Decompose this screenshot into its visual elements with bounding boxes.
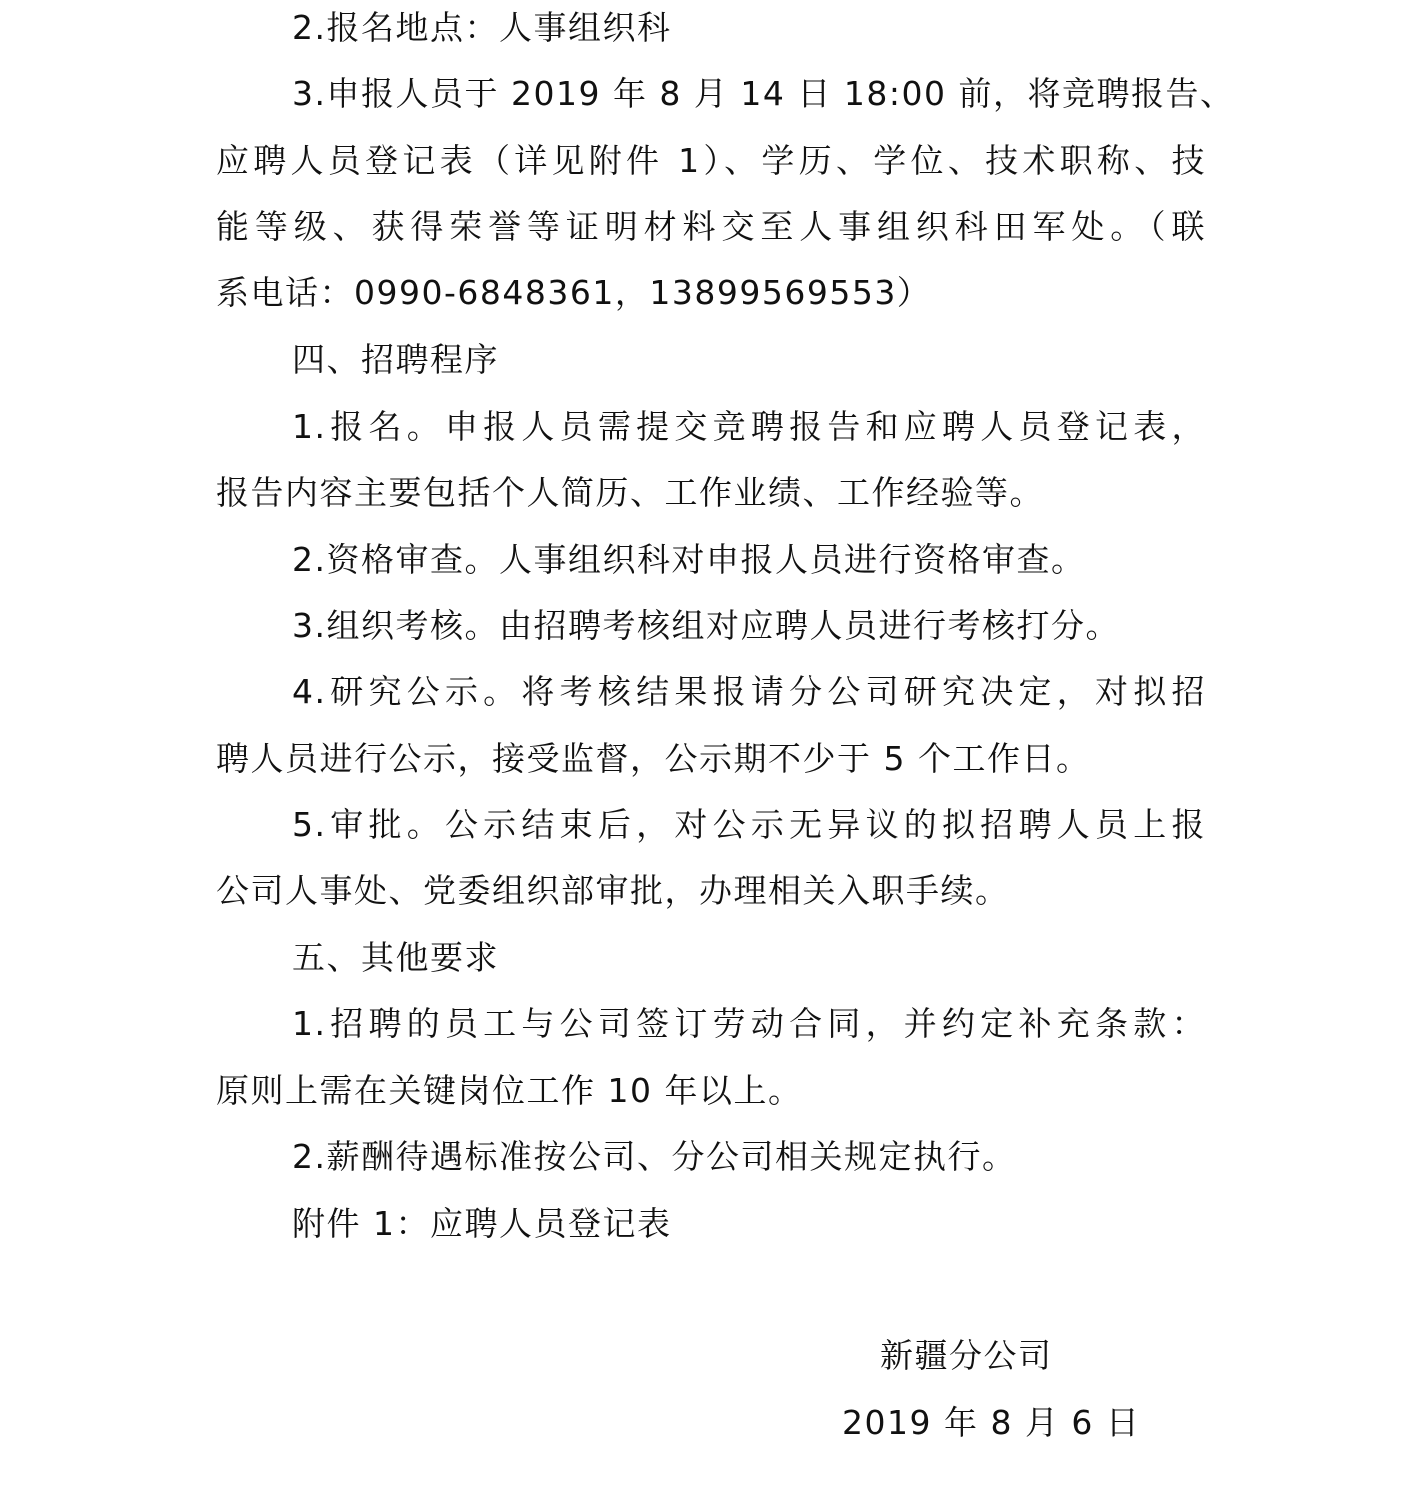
line-step-approval: 5.审批。公示结束后，对公示无异议的拟招聘人员上报	[292, 805, 1206, 844]
signature-date: 2019 年 8 月 6 日	[842, 1403, 1141, 1442]
line-step-registration: 1.报名。申报人员需提交竞聘报告和应聘人员登记表，	[292, 407, 1206, 446]
line-contact-phone: 系电话：0990-6848361，13899569553）	[216, 273, 932, 312]
line-labor-contract: 1.招聘的员工与公司签订劳动合同，并约定补充条款：	[292, 1004, 1206, 1043]
section-heading-other-requirements: 五、其他要求	[292, 938, 499, 977]
line-submission-recipient: 能等级、获得荣誉等证明材料交至人事组织科田军处。（联	[216, 207, 1206, 246]
line-submission-deadline: 3.申报人员于 2019 年 8 月 14 日 18:00 前，将竞聘报告、	[292, 74, 1235, 113]
line-attachment: 附件 1：应聘人员登记表	[292, 1204, 672, 1243]
line-approval-departments: 公司人事处、党委组织部审批，办理相关入职手续。	[216, 871, 1010, 910]
line-publicity-period: 聘人员进行公示，接受监督，公示期不少于 5 个工作日。	[216, 739, 1091, 778]
line-registration-location: 2.报名地点：人事组织科	[292, 8, 672, 47]
line-salary-standard: 2.薪酬待遇标准按公司、分公司相关规定执行。	[292, 1137, 1017, 1176]
line-report-contents: 报告内容主要包括个人简历、工作业绩、工作经验等。	[216, 473, 1044, 512]
line-submission-materials: 应聘人员登记表（详见附件 1）、学历、学位、技术职称、技	[216, 141, 1206, 180]
line-step-publicity: 4.研究公示。将考核结果报请分公司研究决定，对拟招	[292, 672, 1206, 711]
section-heading-recruitment-procedure: 四、招聘程序	[292, 340, 499, 379]
line-step-qualification-review: 2.资格审查。人事组织科对申报人员进行资格审查。	[292, 540, 1086, 579]
line-step-assessment: 3.组织考核。由招聘考核组对应聘人员进行考核打分。	[292, 606, 1120, 645]
signature-organization: 新疆分公司	[880, 1336, 1053, 1375]
line-service-term: 原则上需在关键岗位工作 10 年以上。	[216, 1071, 803, 1110]
